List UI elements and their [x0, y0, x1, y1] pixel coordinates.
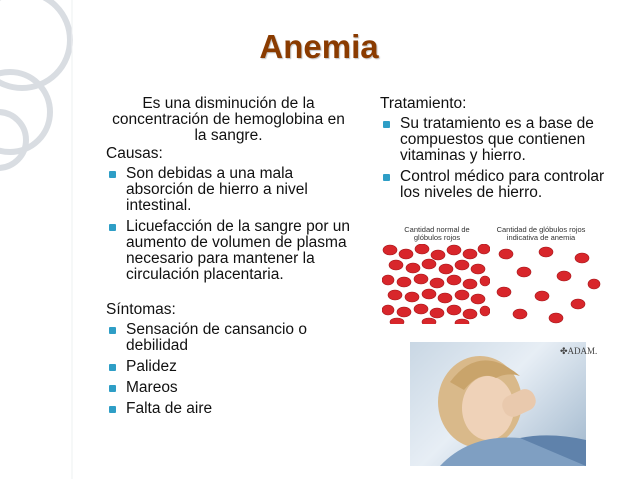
list-item: Control médico para controlar los niveles de hierro.: [380, 169, 625, 201]
page-title: Anemia: [259, 28, 379, 65]
symptoms-list: [106, 322, 351, 417]
causes-list: [106, 166, 351, 283]
anemia-blood-cells-image: [494, 244, 602, 324]
list-item: Su tratamiento es a base de compuestos que contienen vitaminas y hierro.: [380, 116, 625, 164]
treatment-label: Tratamiento:: [380, 95, 467, 112]
list-item: Sensación de cansancio o debilidad: [106, 322, 351, 354]
causes-label: Causas:: [106, 145, 163, 162]
woman-photo: [410, 342, 586, 466]
caption-normal: Cantidad normal de glóbulos rojos: [404, 225, 470, 242]
left-column: [106, 96, 351, 422]
right-column: [380, 96, 625, 206]
treatment-list: [380, 116, 625, 201]
list-item: Licuefacción de la sangre por un aumento de volumen de plasma necesario para mantener la circulación placentaria.: [106, 219, 351, 283]
definition-text: Es una disminución de la concentración de hemoglobina en la sangre.: [112, 95, 345, 144]
list-item: Falta de aire: [106, 401, 351, 417]
decorative-rings: [0, 0, 90, 479]
caption-anemia: Cantidad de glóbulos rojos indicativa de anemia: [496, 225, 586, 242]
normal-blood-cells-image: [382, 244, 490, 324]
symptoms-label: Síntomas:: [106, 301, 176, 318]
adam-credit: ✤ADAM.: [560, 346, 598, 356]
list-item: Mareos: [106, 380, 351, 396]
list-item: Palidez: [106, 359, 351, 375]
list-item: Son debidas a una mala absorción de hierro a nivel intestinal.: [106, 166, 351, 214]
